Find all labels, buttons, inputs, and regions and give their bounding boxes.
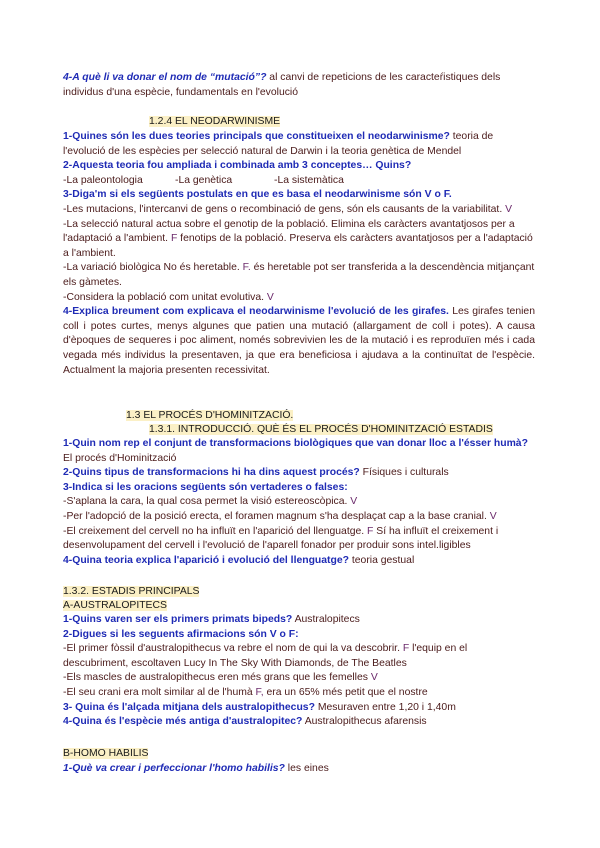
statement-text: -La variació biològica No és heretable. (63, 262, 240, 274)
question-text: 1-Quins varen ser els primers primats bipeds? (63, 614, 293, 625)
correction-text: fenotips de la població. Preserva els caràcters avantatjosos per a l'adaptació a l'ambient. (63, 233, 533, 259)
answer-text: El procés d'Hominització (63, 452, 177, 464)
section-heading-hominitzacio: 1.3 EL PROCÉS D'HOMINITZACIÓ. (126, 410, 294, 421)
question-text: 4-Explica breument com explicava el neodarwinisme l'evolució de les girafes. (63, 306, 449, 318)
answer-text: Australopithecus afarensis (302, 716, 427, 728)
answer-text: Australopitecs (292, 614, 360, 625)
concept-item: -La genètica (175, 174, 233, 186)
question-text: 4-Quina teoria explica l'aparició i evolució del llenguatge? (63, 554, 349, 566)
question-text: 4-Quina és l'espècie més antiga d'australopitec? (63, 716, 303, 728)
question-text: 2-Digues si les seguents afirmacions són V o F: (63, 628, 299, 640)
verdict-text: F (399, 643, 410, 655)
question-text: 3- Quina és l'alçada mitjana dels australopithecus? (63, 701, 315, 713)
statement-text: -Els mascles de australopithecus eren més grans que les femelles (63, 672, 368, 684)
statement-text: -Les mutacions, l'intercanvi de gens o recombinació de gens, són els causants de la variabilitat. (63, 203, 503, 215)
question-text: 1-Què va crear i perfeccionar l'homo habilis? (63, 763, 285, 774)
answer-text: Mesuraven entre 1,20 i 1,40m (314, 701, 456, 713)
concepts-list (63, 174, 535, 189)
correction-text: és heretable pot ser transferida a la descendència mitjançant els gàmetes. (63, 262, 535, 288)
question-text: 1-Quin nom rep el conjunt de transformacions biològiques que van donar lloc a l'ésser humà? (63, 438, 528, 449)
section-heading-neodarwinisme: 1.2.4 EL NEODARWINISME (149, 116, 281, 127)
correction-text: Sí ha influït el creixement i desenvolupament del cervell i l'evolució de l'aparell fonador per produir sons intel.ligibles (63, 525, 499, 552)
question-text: 2-Quins tipus de transformacions hi ha dins aquest procés? (63, 467, 360, 479)
neodarwinisme-block (63, 130, 535, 378)
question-text: 2-Aquesta teoria fou ampliada i combinada amb 3 conceptes… Quins? (63, 160, 412, 172)
statement-text: -El seu crani era molt similar al de l'humà (63, 686, 253, 698)
statement-text: -Per l'adopció de la posició erecta, el foramen magnum s'ha desplaçat cap a la base cranial. (63, 510, 487, 522)
correction-text: l'equip en el descubriment, escoltaven Lucy In The Sky With Diamonds, de The Beatles (63, 643, 468, 669)
verdict-text: F. (239, 262, 251, 274)
answer-text: teoria gestual (348, 554, 415, 566)
concept-item: -La paleontologia (63, 174, 143, 186)
hominitzacio-block (63, 437, 535, 568)
verdict-text: F, (252, 686, 264, 698)
answer-text: Les girafes tenien coll i potes curtes, menys algunes que patien una mutació (allargament de coll i potes). A causa d'èpoques de sequeres i poc aliment, només sobrevivien les de la mutació i es reproduïen més i cada vegada més individus la presentaven, ja que era beneficiosa i ajudava a la continuïtat de l'espècie. Actualment la majoria presenten recessivitat. (63, 306, 535, 376)
concept-item: -La sistemàtica (274, 174, 344, 186)
mutation-question-block (63, 71, 535, 100)
homo-habilis-block (63, 762, 535, 777)
answer-text: Físiques i culturals (359, 467, 449, 479)
verdict-text: F (364, 525, 374, 537)
question-text: 4-A què li va donar el nom de “mutació”? (63, 72, 267, 83)
statement-text: -Considera la població com unitat evolutiva. (63, 291, 264, 303)
verdict-text: V (347, 496, 358, 508)
australopitecs-block (63, 613, 535, 730)
answer-text: al canvi de repeticions de les caracteŕistiques dels individus d'una espècie, fundamentals en l'evolució (63, 72, 501, 98)
subsection-heading-introduccio: 1.3.1. INTRODUCCIÓ. QUÈ ÉS EL PROCÉS D'HOMINITZACIÓ ESTADIS (149, 424, 493, 435)
statement-text: -El creixement del cervell no ha influït en l'aparició del llenguatge. (63, 525, 365, 537)
correction-text: era un 65% més petit que el nostre (263, 686, 428, 698)
verdict-text: V (502, 203, 513, 215)
answer-text: les eines (284, 763, 329, 774)
verdict-text: V (486, 510, 497, 522)
verdict-text: V (367, 672, 378, 684)
statement-text: -El primer fòssil d'australopithecus va rebre el nom de qui la va descobrir. (63, 643, 400, 655)
subheading-australopitecs: A-AUSTRALOPITECS (63, 600, 167, 611)
subheading-homo-habilis: B-HOMO HABILIS (63, 748, 149, 759)
statement-text: -S'aplana la cara, la qual cosa permet la visió estereoscòpica. (63, 496, 348, 508)
question-text: 3-Indica si les oracions següents són vertaderes o falses: (63, 481, 348, 493)
answer-text: teoria de l'evolució de les espècies per selecció natural de Darwin i la teoria genètica de Mendel (63, 131, 494, 157)
question-text: 1-Quines són les dues teories principals que constitueixen el neodarwinisme? (63, 131, 450, 142)
verdict-text: V (264, 291, 274, 303)
section-heading-estadis: 1.3.2. ESTADIS PRINCIPALS (63, 586, 200, 597)
verdict-text: F (168, 233, 178, 245)
question-text: 3-Diga'm si els següents postulats en que es basa el neodarwinisme són V o F. (63, 189, 452, 201)
statement-text: -La selecció natural actua sobre el genotip de la població. Elimina els caràcters avantatjosos per a l'adaptació a l'ambient. (63, 218, 515, 245)
